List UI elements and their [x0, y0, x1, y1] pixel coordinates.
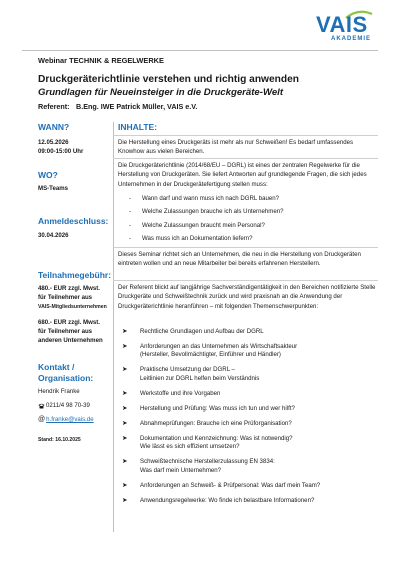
- webinar-category: Webinar TECHNIK & REGELWERKE: [38, 56, 164, 65]
- referent-name: B.Eng. IWE Patrick Müller, VAIS e.V.: [76, 102, 198, 111]
- topic-item: [122, 390, 380, 398]
- topic-text: Anforderungen an das Unternehmen als Wirtschaftsakteur: [140, 343, 298, 350]
- topic-text-line2: Wie lässt es sich effizient umsetzen?: [140, 443, 240, 451]
- question-text: Was muss ich an Dokumentation liefern?: [142, 235, 253, 242]
- organisation-heading: Organisation:: [38, 373, 94, 383]
- question-item: - Welche Zulassungen brauche ich als Unternehmen?: [128, 208, 284, 215]
- referent-row: [38, 102, 197, 111]
- topic-text-line2: Leitlinien zur DGRL helfen beim Verständnis: [140, 374, 260, 382]
- topic-text-line2: (Hersteller, Bevollmächtigter, Einführer und Händler): [140, 351, 281, 359]
- topic-item: [122, 497, 380, 505]
- question-text: Welche Zulassungen brauche ich als Unternehmen?: [142, 208, 284, 215]
- fee-member-price: 480.- EUR zzgl. Mwst.: [38, 285, 100, 292]
- question-item: - Welche Zulassungen braucht mein Personal?: [128, 222, 265, 229]
- fee-other-line2: für Teilnehmer aus: [38, 328, 93, 335]
- arrow-bullet-icon: ➤: [122, 496, 128, 504]
- column-divider: [113, 122, 114, 532]
- topic-item: [122, 343, 380, 360]
- event-time: 09:00-15:00 Uhr: [38, 148, 84, 155]
- topic-text: Rechtliche Grundlagen und Aufbau der DGRL: [140, 328, 264, 335]
- event-location: MS-Teams: [38, 185, 69, 192]
- arrow-bullet-icon: ➤: [122, 328, 128, 335]
- arrow-bullet-icon: ➤: [122, 366, 128, 374]
- anmeldeschluss-heading: Anmeldeschluss:: [38, 216, 109, 226]
- contact-name: Hendrik Franke: [38, 388, 80, 395]
- vais-logo: [316, 14, 378, 44]
- fee-other-line3: anderen Unternehmen: [38, 337, 103, 344]
- page-title: Druckgeräterichtlinie verstehen und richtig anwenden: [38, 74, 299, 85]
- topic-text: Herstellung und Prüfung: Was muss ich tun und wer hilft?: [140, 404, 295, 412]
- topic-text: Werkstoffe und ihre Vorgaben: [140, 389, 221, 397]
- arrow-bullet-icon: ➤: [122, 434, 128, 442]
- contact-heading: Kontakt /: [38, 362, 75, 372]
- contact-phone-row: [38, 402, 90, 410]
- topic-item: [122, 420, 380, 428]
- fee-other-price: 680.- EUR zzgl. Mwst.: [38, 319, 100, 326]
- header-divider: [22, 50, 378, 51]
- topic-text: Dokumentation und Kennzeichnung: Was ist notwendig?: [140, 434, 293, 442]
- arrow-bullet-icon: ➤: [122, 458, 128, 466]
- topic-item: [122, 405, 380, 413]
- wo-heading: WO?: [38, 170, 58, 180]
- fee-member-line3: VAIS-Mitgliedsunternehmen: [38, 304, 107, 310]
- fee-member-line2: für Teilnehmer aus: [38, 294, 93, 301]
- arrow-bullet-icon: ➤: [122, 419, 128, 427]
- topic-text: Abnahmeprüfungen: Brauche ich eine Prüforganisation?: [140, 419, 292, 427]
- topic-item: [122, 328, 380, 336]
- topic-item: [122, 366, 380, 383]
- topic-item: [122, 458, 380, 475]
- contact-email-row: [38, 416, 94, 424]
- arrow-bullet-icon: ➤: [122, 343, 128, 350]
- page-subtitle: Grundlagen für Neueinsteiger in die Druckgeräte-Welt: [38, 87, 284, 98]
- intro-paragraph: Die Herstellung eines Druckgeräts ist mehr als nur Schweißen! Es bedarf umfassendes Knowhow aus vielen Bereichen.: [118, 139, 354, 156]
- wann-heading: WANN?: [38, 122, 70, 132]
- stand-date: Stand: 16.10.2025: [38, 437, 81, 443]
- question-item: - Wann darf und wann muss ich nach DGRL bauen?: [128, 195, 280, 202]
- contact-email-link[interactable]: h.franke@vais.de: [46, 416, 94, 423]
- topic-item: [122, 482, 380, 490]
- fee-heading: Teilnahmegebühr:: [38, 270, 112, 280]
- at-icon: @: [38, 416, 46, 423]
- topic-text: Schweißtechnische Herstellerzulassung EN 3834:: [140, 458, 275, 466]
- logo-wordmark: VAIS: [316, 12, 368, 37]
- question-text: Wann darf und wann muss ich nach DGRL bauen?: [142, 195, 280, 202]
- audience-paragraph: Dieses Seminar richtet sich an Unternehmen, die neu in die Herstellung von Druckgeräten eintreten wollen und an neue Mitarbeiter bei bereits erfahrenen Herstellern.: [118, 251, 361, 268]
- topic-text: Praktische Umsetzung der DGRL –: [140, 366, 235, 374]
- content-divider-3: [113, 247, 378, 248]
- phone-icon: [38, 403, 45, 409]
- arrow-bullet-icon: ➤: [122, 404, 128, 412]
- event-date: 12.05.2026: [38, 139, 69, 146]
- referent-label: Referent:: [38, 102, 70, 111]
- logo-subtitle: AKADEMIE: [331, 36, 372, 42]
- referent-paragraph: Der Referent blickt auf langjährige Sachverständigentätigkeit in den Bereichen notifizierte Stelle Druckgeräte und Schweißtechnik zurück und wird praxisnah an die Anwendung der Druckgeräterichtlinie heranführen – mit folgenden Themenschwerpunkten:: [118, 284, 376, 310]
- content-divider-4: [113, 280, 378, 281]
- content-divider-2: [113, 158, 378, 159]
- dgrl-paragraph: Die Druckgeräterichtlinie (2014/68/EU – DGRL) ist eines der zentralen Regelwerke für die Herstellung von Druckgeräten. Sie liefert Antworten auf grundlegende Fragen, die sich jedes Unternehmen in der Druckgerätefertigung stellen muss:: [118, 162, 367, 188]
- topic-text-line2: Was darf mein Unternehmen?: [140, 466, 222, 474]
- anmeldeschluss-date: 30.04.2026: [38, 232, 69, 239]
- topic-item: [122, 435, 380, 452]
- contact-phone: 0211/4 98 70-39: [46, 402, 90, 409]
- content-divider-1: [113, 135, 378, 136]
- question-item: - Was muss ich an Dokumentation liefern?: [128, 235, 253, 242]
- inhalte-heading: INHALTE:: [118, 122, 158, 132]
- topic-text: Anforderungen an Schweiß- & Prüfpersonal: Was darf mein Team?: [140, 481, 321, 489]
- topic-text: Anwendungsregelwerke: Wo finde ich belastbare Informationen?: [140, 496, 315, 504]
- arrow-bullet-icon: ➤: [122, 481, 128, 489]
- arrow-bullet-icon: ➤: [122, 389, 128, 397]
- question-text: Welche Zulassungen braucht mein Personal?: [142, 222, 265, 229]
- topics-list: [122, 328, 380, 512]
